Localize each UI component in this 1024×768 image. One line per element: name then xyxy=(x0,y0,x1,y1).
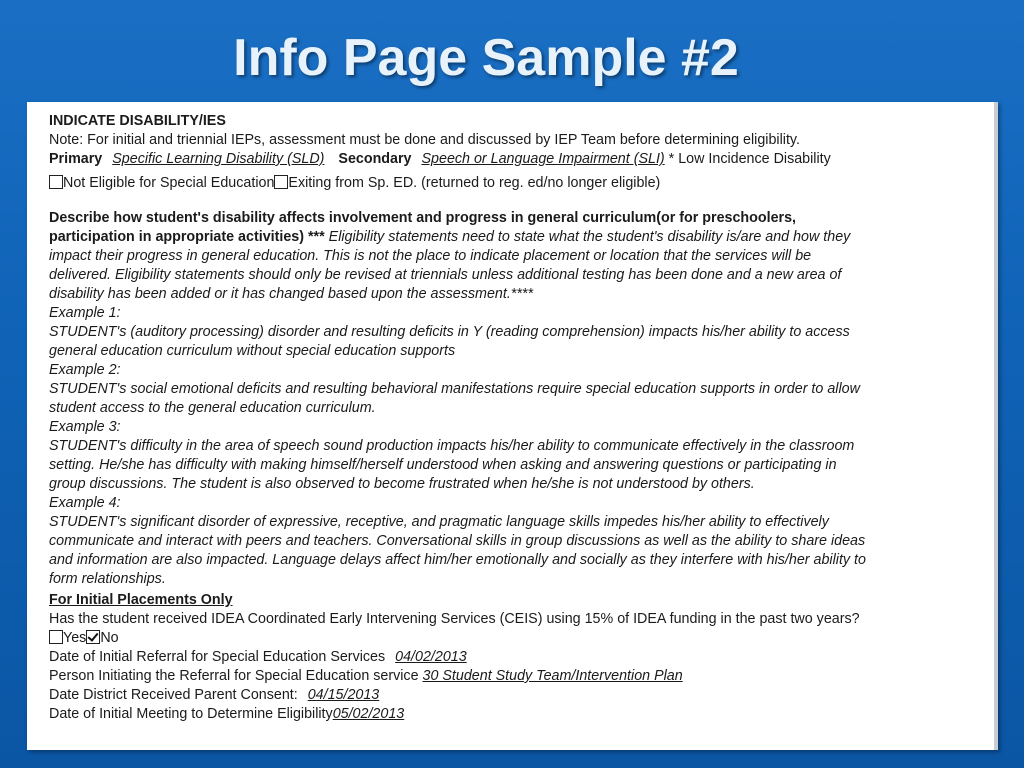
instruction-line2: impact their progress in general education. This is not the place to indicate placement or location that the services will be xyxy=(49,248,812,264)
disability-row xyxy=(49,150,969,169)
example-label: Example 2: xyxy=(49,362,121,378)
referral-date-value: 04/02/2013 xyxy=(395,649,467,665)
instruction-line1: Eligibility statements need to state what the student's disability is/are and how they xyxy=(328,229,851,245)
exiting-checkbox[interactable] xyxy=(274,175,288,189)
example-label: Example 4: xyxy=(49,495,121,511)
secondary-value: Speech or Language Impairment (SLI) xyxy=(421,151,665,167)
example-text: STUDENT's (auditory processing) disorder and resulting deficits in Y (reading comprehension) impacts his/her ability to access xyxy=(49,324,850,340)
referral-date-row xyxy=(49,648,969,667)
primary-label: Primary xyxy=(49,151,103,167)
yes-label: Yes xyxy=(63,630,87,646)
example-text: general education curriculum without special education supports xyxy=(49,343,456,359)
example-text: STUDENT's significant disorder of expressive, receptive, and pragmatic language skills impedes his/her ability to effectively xyxy=(49,514,829,530)
referral-date-label: Date of Initial Referral for Special Education Services xyxy=(49,649,386,665)
eligibility-meeting-value: 05/02/2013 xyxy=(332,706,405,722)
eligibility-checkbox-row xyxy=(49,174,969,193)
no-label: No xyxy=(100,630,119,646)
section-spacer xyxy=(49,193,969,209)
describe-heading-line2 xyxy=(49,228,969,247)
ceis-answer-row xyxy=(49,629,969,648)
document-page xyxy=(27,102,998,750)
low-incidence-note: * Low Incidence Disability xyxy=(664,151,831,167)
slide-title: Info Page Sample #2 xyxy=(233,29,739,87)
not-eligible-label: Not Eligible for Special Education xyxy=(63,175,275,191)
eligibility-meeting-row xyxy=(49,705,969,724)
example-text: form relationships. xyxy=(49,571,166,587)
example-text: STUDENT's social emotional deficits and resulting behavioral manifestations require special education supports in order to allow xyxy=(49,381,860,397)
assessment-note: Note: For initial and triennial IEPs, assessment must be done and discussed by IEP Team before determining eligibility. xyxy=(49,132,800,148)
ceis-question: Has the student received IDEA Coordinated Early Intervening Services (CEIS) using 15% of IDEA funding in the past two years? xyxy=(49,611,860,627)
instruction-line4: disability has been added or it has changed based upon the assessment.**** xyxy=(49,286,534,302)
not-eligible-checkbox[interactable] xyxy=(49,175,63,189)
describe-heading-line1: Describe how student's disability affects involvement and progress in general curriculum(or for preschoolers, xyxy=(49,210,797,226)
example-text: and information are also impacted. Language delays affect him/her emotionally and socially as they interfere with his/her ability to xyxy=(49,552,866,568)
example-text: communicate and interact with peers and teachers. Conversational skills in group discussions as well as the ability to share ideas xyxy=(49,533,866,549)
example-text: group discussions. The student is also observed to become frustrated when he/she is not understood by others. xyxy=(49,476,755,492)
secondary-label: Secondary xyxy=(338,151,412,167)
example-text: setting. He/she has difficulty with making himself/herself understood when asking and answering questions or participating in xyxy=(49,457,837,473)
initial-placements-heading: For Initial Placements Only xyxy=(49,592,233,608)
instruction-line3: delivered. Eligibility statements should only be revised at triennials unless additional testing has been done and a new area of xyxy=(49,267,842,283)
referral-person-value: 30 Student Study Team/Intervention Plan xyxy=(422,668,683,684)
no-checkbox[interactable] xyxy=(86,630,100,644)
yes-checkbox[interactable] xyxy=(49,630,63,644)
parent-consent-row xyxy=(49,686,969,705)
describe-stars: *** xyxy=(304,229,329,245)
referral-person-label: Person Initiating the Referral for Special Education service xyxy=(49,668,419,684)
primary-value: Specific Learning Disability (SLD) xyxy=(112,151,325,167)
exiting-label: Exiting from Sp. ED. (returned to reg. ed/no longer eligible) xyxy=(288,175,661,191)
describe-heading-line2-text: participation in appropriate activities) xyxy=(49,229,305,245)
disability-heading: INDICATE DISABILITY/IES xyxy=(49,113,226,129)
referral-person-row xyxy=(49,667,969,686)
parent-consent-label: Date District Received Parent Consent: xyxy=(49,687,298,703)
example-text: student access to the general education curriculum. xyxy=(49,400,376,416)
parent-consent-value: 04/15/2013 xyxy=(307,687,380,703)
example-text: STUDENT's difficulty in the area of speech sound production impacts his/her ability to communicate effectively in the classroom xyxy=(49,438,855,454)
example-label: Example 3: xyxy=(49,419,121,435)
document-content xyxy=(49,112,969,724)
example-label: Example 1: xyxy=(49,305,121,321)
eligibility-meeting-label: Date of Initial Meeting to Determine Eligibility xyxy=(49,706,333,722)
